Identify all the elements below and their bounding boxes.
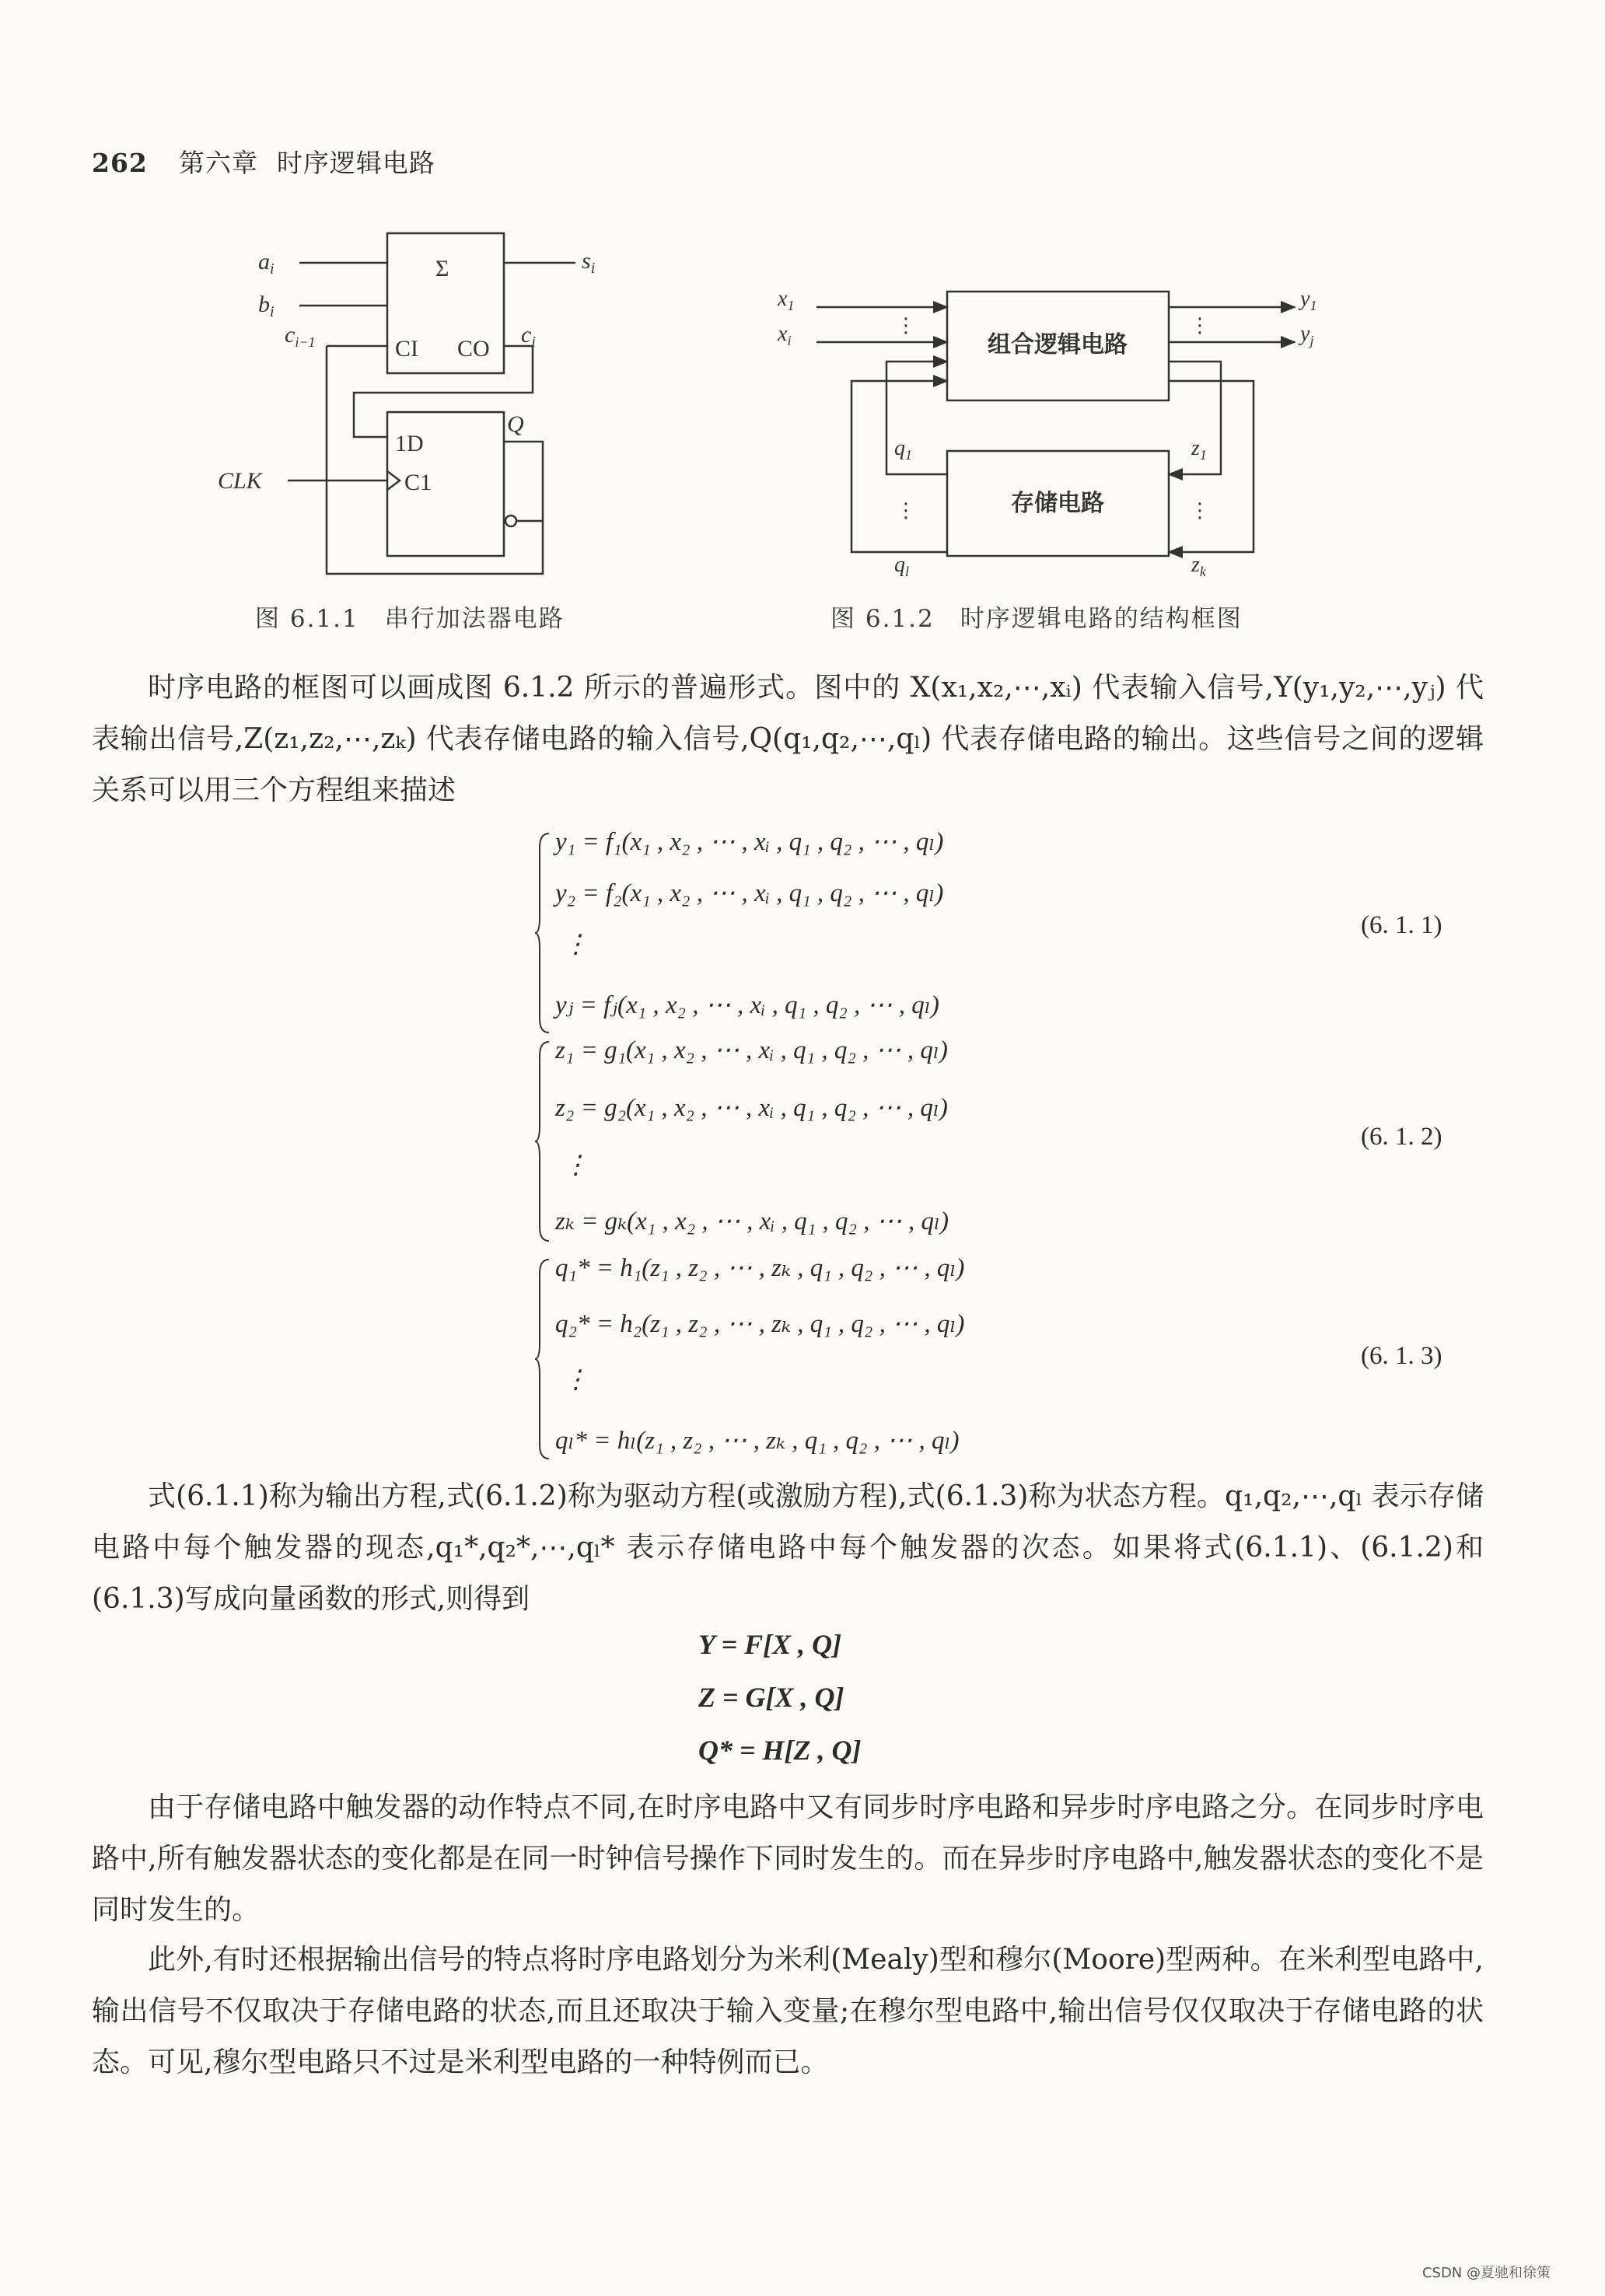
output-dots: ⋮ — [1190, 314, 1210, 337]
adder-sigma-label: Σ — [435, 256, 449, 281]
paragraph-1: 时序电路的框图可以画成图 6.1.2 所示的普遍形式。图中的 X(x₁,x₂,⋯,xᵢ) 代表输入信号,Y(y₁,y₂,⋯,yⱼ) 代表输出信号,Z(z₁,z₂,⋯,zₖ) 代表存储电路的输入信号,Q(q₁,q₂,⋯,qₗ) 代表存储电路的输出。这些信号之间的逻辑关系可以用三个方程组来描述 — [92, 672, 1484, 806]
q1-label: q — [894, 436, 905, 460]
output-c-label: c — [521, 322, 532, 348]
eq3-line-4: qₗ* = hₗ(z₁ , z₂ , ⋯ , zₖ , q₁ , q₂ , ⋯ , qₗ) — [555, 1427, 960, 1455]
eq3-number: (6. 1. 3) — [1361, 1342, 1442, 1370]
eq2-line-2: z₂ = g₂(x₁ , x₂ , ⋯ , xᵢ , q₁ , q₂ , ⋯ , qₗ) — [555, 1094, 948, 1122]
vector-equation-2: Z = G[X , Q] — [698, 1682, 844, 1713]
svg-text:si: $s_i$ — [582, 248, 596, 277]
figure-caption-2: 图 6.1.2 时序逻辑电路的结构框图 — [830, 605, 1243, 633]
figure-serial-adder — [210, 225, 614, 594]
adder-ci-label: CI — [395, 336, 418, 362]
svg-text:xi: $x_i$ — [778, 322, 792, 348]
input-a-label: a — [258, 249, 270, 274]
paragraph-4: 此外,有时还根据输出信号的特点将时序电路划分为米利(Mealy)型和穆尔(Moore)型两种。在米利型电路中,输出信号不仅取决于存储电路的状态,而且还取决于输入变量;在穆尔型电路中,输出信号仅仅取决于存储电路的状态。可见,穆尔型电路只不过是米利型电路的一种特例而已。 — [92, 1944, 1484, 2078]
svg-text:ci−1: $c_{i-1}$ — [285, 322, 316, 350]
eq1-line-3: ⋮ — [563, 931, 589, 959]
svg-text:yj: $y_j$ — [1298, 322, 1313, 348]
vector-equation-3: Q* = H[Z , Q] — [698, 1735, 862, 1766]
combinational-label: 组合逻辑电路 — [988, 331, 1128, 358]
state-dots-right: ⋮ — [1190, 499, 1210, 522]
eq3-line-3: ⋮ — [563, 1366, 589, 1394]
eq2-line-3: ⋮ — [563, 1151, 589, 1179]
svg-text:bi: $b_i$ — [258, 292, 274, 320]
output-s-label: s — [582, 248, 591, 274]
eq2-line-1: z₁ = g₁(x₁ , x₂ , ⋯ , xᵢ , q₁ , q₂ , ⋯ , qₗ) — [555, 1036, 948, 1064]
svg-text:zk: $z_k$ — [1191, 553, 1206, 579]
vector-equation-1: Y = F[X , Q] — [698, 1629, 842, 1660]
sequential-block-diagram — [778, 268, 1338, 579]
eq1-line-1: y₁ = f₁(x₁ , x₂ , ⋯ , xᵢ , q₁ , q₂ , ⋯ , qₗ) — [555, 828, 944, 856]
input-dots: ⋮ — [896, 314, 916, 337]
serial-adder-diagram — [210, 225, 614, 591]
ff-q-label: Q — [507, 411, 524, 437]
svg-text:y1: $y_1$ — [1298, 287, 1317, 313]
eq2-line-4: zₖ = gₖ(x₁ , x₂ , ⋯ , xᵢ , q₁ , q₂ , ⋯ , qₗ) — [555, 1207, 949, 1235]
memory-label: 存储电路 — [1011, 490, 1104, 517]
z1-label: z — [1191, 436, 1200, 460]
yj-label: y — [1300, 322, 1310, 346]
svg-text:ci: $c_i$ — [521, 322, 536, 351]
svg-text:q1: $q_1$ — [894, 436, 912, 463]
svg-text:ql: $q_l$ — [894, 553, 910, 579]
eq2-number: (6. 1. 2) — [1361, 1123, 1442, 1151]
xi-label: x — [778, 322, 788, 346]
input-b-label: b — [258, 292, 270, 317]
eq1-line-4: yⱼ = fⱼ(x₁ , x₂ , ⋯ , xᵢ , q₁ , q₂ , ⋯ , qₗ) — [555, 991, 939, 1019]
ql-label: q — [894, 553, 905, 577]
chapter-title: 时序逻辑电路 — [276, 148, 435, 178]
chapter-label: 第六章 — [178, 148, 258, 178]
adder-co-label: CO — [457, 336, 490, 362]
zk-label: z — [1191, 553, 1200, 577]
svg-text:ai: $a_i$ — [258, 249, 274, 278]
eq3-line-2: q₂* = h₂(z₁ , z₂ , ⋯ , zₖ , q₁ , q₂ , ⋯ , qₗ) — [555, 1310, 965, 1338]
x1-label: x — [778, 287, 788, 311]
figure-sequential-block — [778, 268, 1338, 582]
eq1-line-2: y₂ = f₂(x₁ , x₂ , ⋯ , xᵢ , q₁ , q₂ , ⋯ , qₗ) — [555, 879, 944, 907]
eq1-number: (6. 1. 1) — [1361, 911, 1442, 939]
page-header — [92, 143, 435, 180]
page-number: 262 — [92, 148, 148, 178]
paragraph-2: 式(6.1.1)称为输出方程,式(6.1.2)称为驱动方程(或激励方程),式(6.1.3)称为状态方程。q₁,q₂,⋯,qₗ 表示存储电路中每个触发器的现态,q₁*,q₂*,⋯,qₗ* 表示存储电路中每个触发器的次态。如果将式(6.1.1)、(6.1.2)和(6.1.3)写成向量函数的形式,则得到 — [92, 1480, 1484, 1615]
svg-text:z1: $z_1$ — [1191, 436, 1207, 463]
svg-text:x1: $x_1$ — [778, 287, 795, 313]
figure-caption-1: 图 6.1.1 串行加法器电路 — [255, 605, 565, 633]
ff-c-label: C1 — [404, 470, 432, 495]
clk-label: CLK — [218, 468, 262, 494]
state-dots-left: ⋮ — [896, 499, 916, 522]
paragraph-3: 由于存储电路中触发器的动作特点不同,在时序电路中又有同步时序电路和异步时序电路之分。在同步时序电路中,所有触发器状态的变化都是在同一时钟信号操作下同时发生的。而在异步时序电路中,触发器状态的变化不是同时发生的。 — [92, 1791, 1484, 1926]
eq3-line-1: q₁* = h₁(z₁ , z₂ , ⋯ , zₖ , q₁ , q₂ , ⋯ , qₗ) — [555, 1254, 965, 1282]
ff-d-label: 1D — [395, 431, 424, 456]
input-c-label: c — [285, 322, 295, 348]
y1-label: y — [1300, 287, 1310, 311]
watermark: CSDN @夏驰和徐策 — [1421, 2265, 1551, 2281]
